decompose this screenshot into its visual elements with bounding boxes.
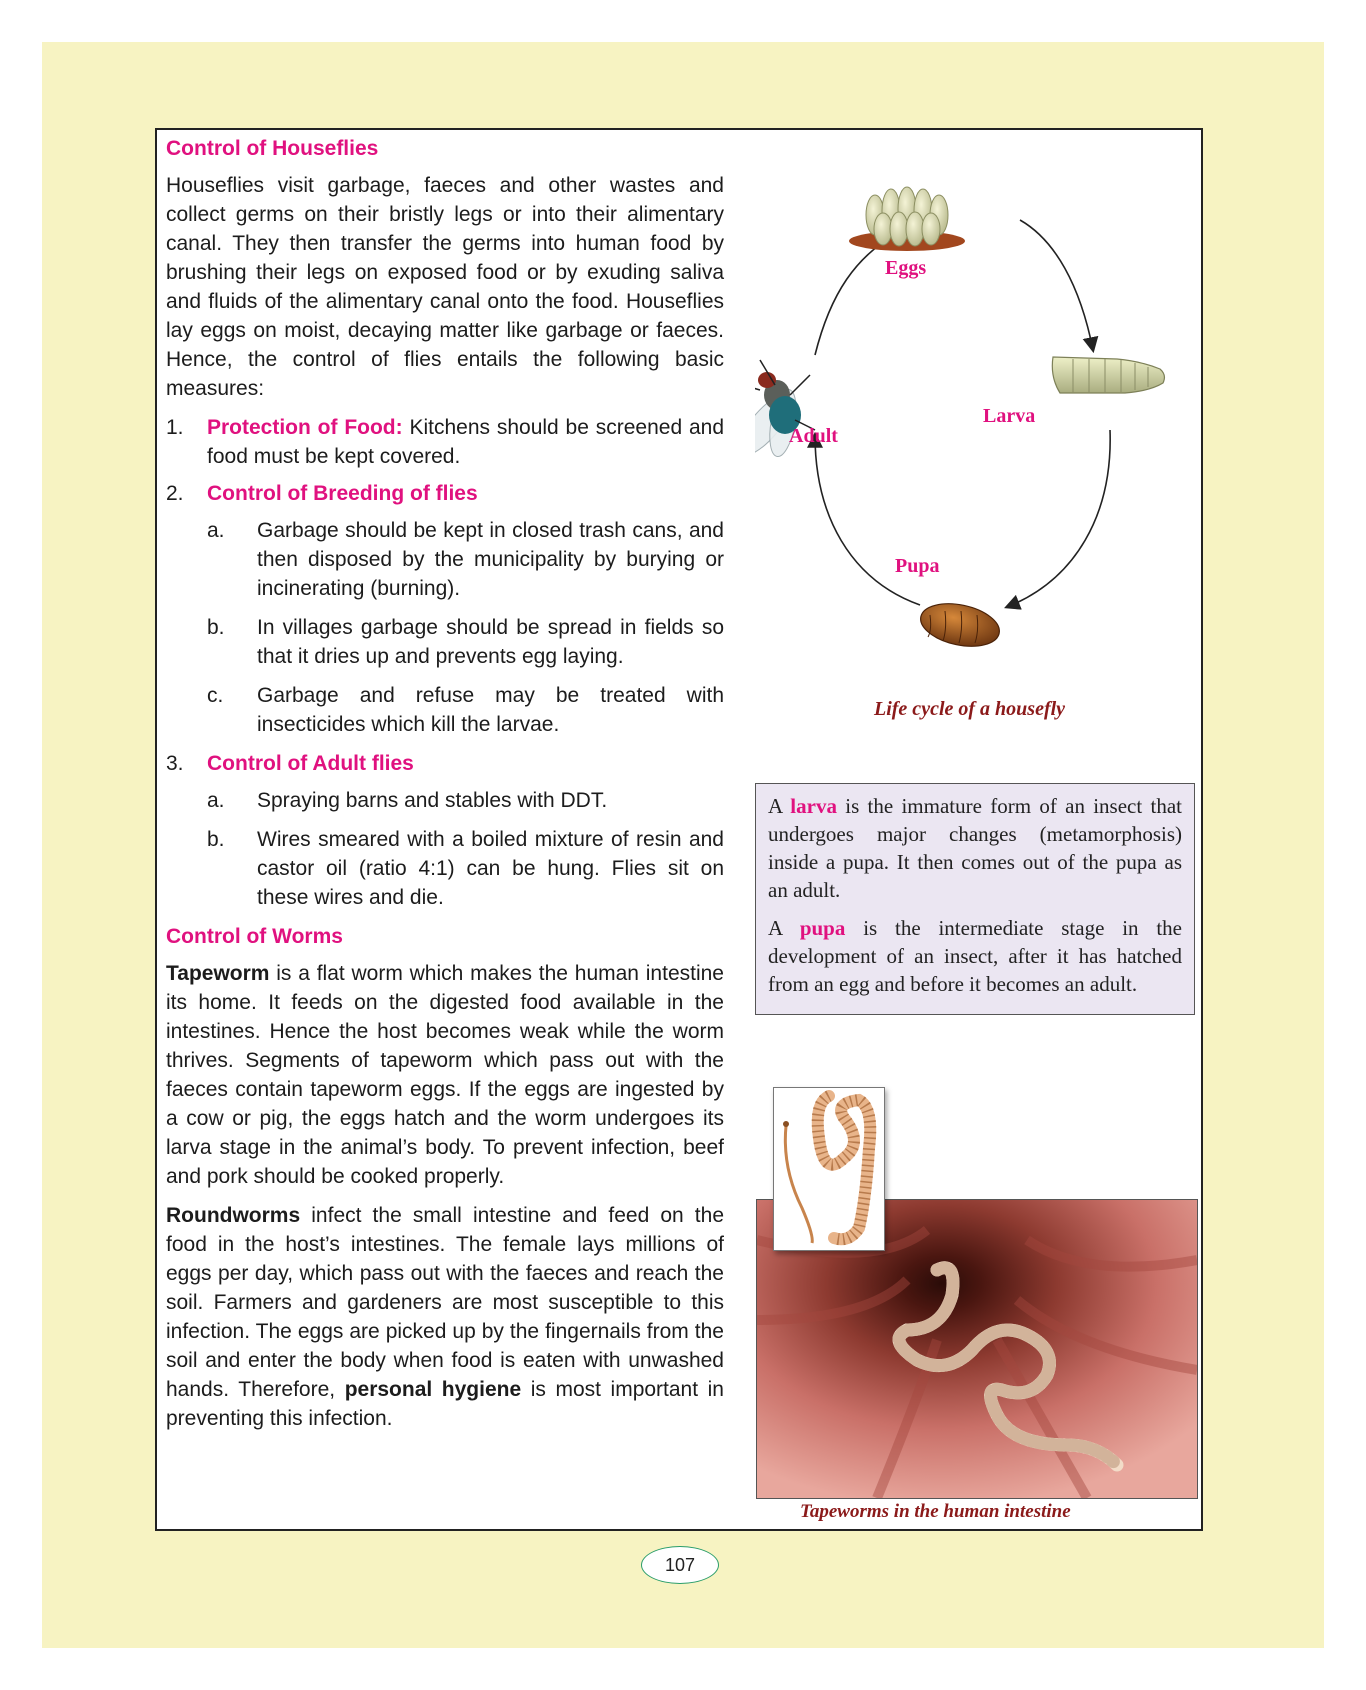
measure-2b xyxy=(166,613,724,671)
roundworm-term: Roundworms xyxy=(166,1204,301,1227)
measure-2 xyxy=(166,479,724,508)
definition-article: A xyxy=(768,916,800,940)
larva-label: Larva xyxy=(983,405,1036,427)
arrow-pupa-to-adult xyxy=(815,435,920,605)
photo-caption: Tapeworms in the human intestine xyxy=(800,1501,1071,1522)
roundworm-paragraph xyxy=(166,1201,724,1433)
sub-letter: a. xyxy=(207,519,225,542)
measure-2c xyxy=(166,681,724,739)
pupa-term: pupa xyxy=(799,916,846,940)
sub-letter: a. xyxy=(207,789,225,812)
larva-definition xyxy=(768,792,1182,904)
sub-text: Garbage and refuse may be treated with insecticides which kill the larvae. xyxy=(257,684,724,736)
lifecycle-diagram xyxy=(755,185,1205,725)
sub-letter: b. xyxy=(207,828,225,851)
measure-number: 1. xyxy=(166,416,184,439)
measure-title: Protection of Food: xyxy=(207,416,403,439)
tapeworm-inset xyxy=(773,1087,885,1251)
tapeworm-term: Tapeworm xyxy=(166,962,270,985)
measure-number: 3. xyxy=(166,752,184,775)
pupa-label: Pupa xyxy=(895,555,940,577)
measure-3a xyxy=(166,786,724,815)
worms-heading: Control of Worms xyxy=(166,925,343,948)
eggs-label: Eggs xyxy=(885,257,927,279)
measure-3b xyxy=(166,825,724,912)
measure-title: Control of Adult flies xyxy=(207,752,414,775)
larva-term: larva xyxy=(790,794,837,818)
sub-text: Spraying barns and stables with DDT. xyxy=(257,789,608,812)
sub-text: Garbage should be kept in closed trash cans, and then disposed by the municipality by burying or incinerating (burning). xyxy=(257,519,724,600)
larva-illustration xyxy=(1052,357,1164,393)
pupa-definition xyxy=(768,914,1182,998)
page-number: 107 xyxy=(641,1546,719,1584)
hygiene-term: personal hygiene xyxy=(344,1378,522,1401)
pupa-illustration xyxy=(917,597,1004,653)
tapeworm-paragraph xyxy=(166,959,724,1191)
measure-3 xyxy=(166,749,724,778)
arrow-eggs-to-larva xyxy=(1020,220,1093,350)
larva-text: is the immature form of an insect that undergoes major changes (metamorphosis) inside a pupa. It then comes out of the pupa as an adult. xyxy=(768,794,1182,902)
tapeworm-text: is a flat worm which makes the human intestine its home. It feeds on the digested food available in the intestines. Hence the host becomes weak while the worm thrives. Segments of tapeworm which pass out with the faeces contain tapeworm eggs. If the eggs are ingested by a cow or pig, the eggs hatch and the worm undergoes its larva stage in the animal’s body. To prevent infection, beef and pork should be cooked properly. xyxy=(166,962,724,1188)
definition-article: A xyxy=(768,794,791,818)
adult-label: Adult xyxy=(789,425,838,447)
measure-title: Control of Breeding of flies xyxy=(207,482,478,505)
measure-1 xyxy=(166,413,724,471)
houseflies-heading: Control of Houseflies xyxy=(166,137,379,160)
measure-2a xyxy=(166,516,724,603)
measure-number: 2. xyxy=(166,482,184,505)
sub-text: Wires smeared with a boiled mixture of resin and castor oil (ratio 4:1) can be hung. Flies sit on these wires and die. xyxy=(257,828,724,909)
definition-box xyxy=(755,783,1195,1015)
houseflies-paragraph: Houseflies visit garbage, faeces and other wastes and collect germs on their bristly legs or into their alimentary canal. They then transfer the germs into human food by brushing their legs on exposed food or by exuding saliva and fluids of the alimentary canal onto the food. Houseflies lay eggs on moist, decaying matter like garbage or faeces. Hence, the control of flies entails the following basic measures: xyxy=(166,174,724,400)
sub-text: In villages garbage should be spread in fields so that it dries up and prevents egg laying. xyxy=(257,616,724,668)
lifecycle-svg xyxy=(755,185,1205,725)
measure-text: Kitchens should be screened and food must be kept covered. xyxy=(207,416,725,468)
roundworm-end: is most important in preventing this infection. xyxy=(166,1378,724,1430)
lifecycle-caption: Life cycle of a housefly xyxy=(874,698,1066,720)
sub-letter: b. xyxy=(207,616,225,639)
arrow-larva-to-pupa xyxy=(1007,430,1110,607)
text-column xyxy=(166,134,724,1443)
roundworm-text: infect the small intestine and feed on the food in the host’s intestines. The female lays millions of eggs per day, which pass out with the faeces and reach the soil. Farmers and gardeners are most susceptible to this infection. The eggs are picked up by the fingernails from the soil and enter the body when food is eaten with unwashed hands. Therefore, xyxy=(166,1204,724,1401)
pupa-text: is the intermediate stage in the development of an insect, after it has hatched from an egg and before it becomes an adult. xyxy=(768,916,1182,996)
tapeworm-inset-svg xyxy=(774,1088,884,1250)
sub-letter: c. xyxy=(207,684,224,707)
eggs-illustration xyxy=(849,187,965,251)
